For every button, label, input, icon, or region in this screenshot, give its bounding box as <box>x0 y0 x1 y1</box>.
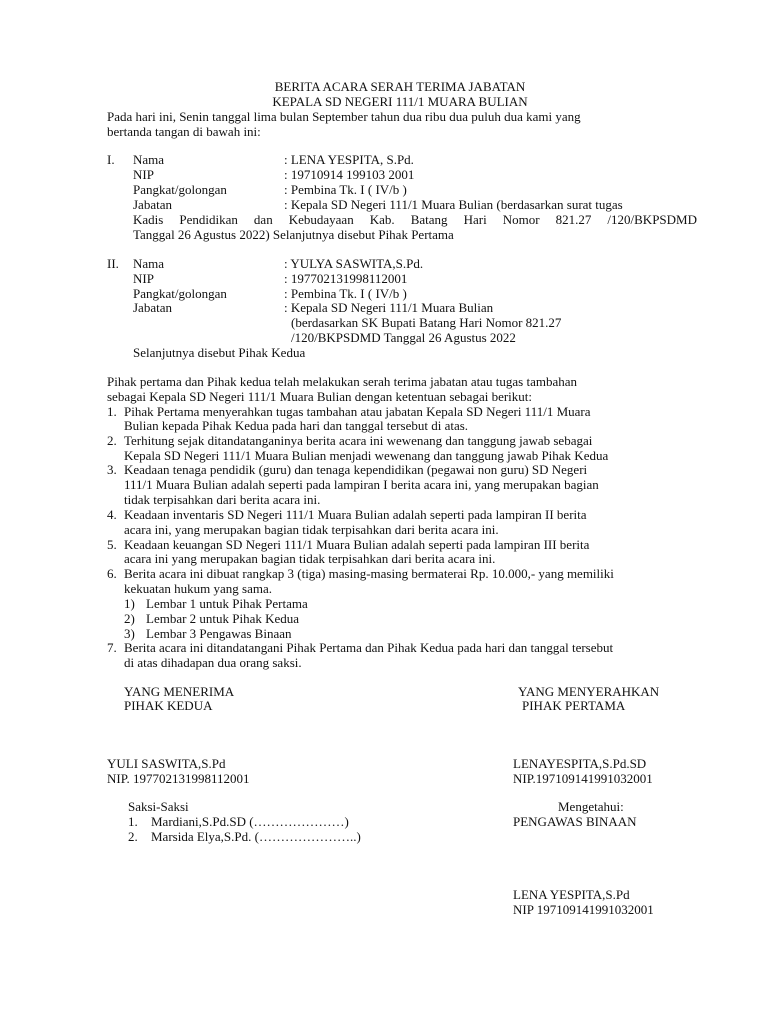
party1-label-jabatan: Jabatan <box>133 197 172 212</box>
party1-value-pangkat: : Pembina Tk. I ( IV/b ) <box>284 182 407 197</box>
sublist-item-number: 1) <box>124 596 135 611</box>
supervisor-nip: NIP 197109141991032001 <box>513 902 654 917</box>
list-item-text: Berita acara ini dibuat rangkap 3 (tiga) masing-masing bermaterai Rp. 10.000,- yang memiliki <box>124 566 614 581</box>
party1-value-nip: : 19710914 199103 2001 <box>284 167 415 182</box>
list-item-number: 1. <box>107 404 117 419</box>
body-intro-line: sebagai Kepala SD Negeri 111/1 Muara Bulian dengan ketentuan sebagai berikut: <box>107 389 533 404</box>
party2-label-nama: Nama <box>133 256 165 271</box>
list-item-text: Terhitung sejak ditandatanganinya berita acara ini wewenang dan tanggung jawab sebagai <box>124 433 593 448</box>
intro-line: Pada hari ini, Senin tanggal lima bulan September tahun dua ribu dua puluh dua kami yang <box>107 109 581 124</box>
witness-entry: Marsida Elya,S.Pd. (…………………..) <box>151 829 361 844</box>
party2-numeral: II. <box>107 256 119 271</box>
party1-value-jabatan: : Kepala SD Negeri 111/1 Muara Bulian (berdasarkan surat tugas <box>284 197 623 212</box>
party2-value-nip: : 197702131998112001 <box>284 271 408 286</box>
body-intro-line: Pihak pertama dan Pihak kedua telah melakukan serah terima jabatan atau tugas tambahan <box>107 374 577 389</box>
sublist-item-number: 3) <box>124 626 135 641</box>
receiver-party: PIHAK KEDUA <box>124 698 213 713</box>
party1-jabatan-cont: Tanggal 26 Agustus 2022) Selanjutnya disebut Pihak Pertama <box>133 227 454 242</box>
giver-heading: YANG MENYERAHKAN <box>518 684 660 699</box>
intro-line: bertanda tangan di bawah ini: <box>107 124 261 139</box>
supervisor-heading: Mengetahui: <box>558 799 624 814</box>
party2-value-nama: : YULYA SASWITA,S.Pd. <box>284 256 424 271</box>
witness-number: 1. <box>128 814 138 829</box>
list-item-number: 5. <box>107 537 117 552</box>
sublist-item-number: 2) <box>124 611 135 626</box>
party2-jabatan-cont: /120/BKPSDMD Tanggal 26 Agustus 2022 <box>291 330 516 345</box>
document-title-line2: KEPALA SD NEGERI 111/1 MUARA BULIAN <box>272 94 528 109</box>
list-item-number: 7. <box>107 640 117 655</box>
list-item-text: 111/1 Muara Bulian adalah seperti pada lampiran I berita acara ini, yang merupakan bagian <box>124 477 599 492</box>
list-item-number: 6. <box>107 566 117 581</box>
sublist-item-text: Lembar 1 untuk Pihak Pertama <box>146 596 308 611</box>
receiver-nip: NIP. 197702131998112001 <box>107 771 250 786</box>
list-item-text: Kepala SD Negeri 111/1 Muara Bulian menjadi wewenang dan tanggung jawab Pihak Kedua <box>124 448 609 463</box>
giver-nip: NIP.197109141991032001 <box>513 771 653 786</box>
sublist-item-text: Lembar 3 Pengawas Binaan <box>146 626 292 641</box>
party2-label-jabatan: Jabatan <box>133 300 172 315</box>
list-item-text: tidak terpisahkan dari berita acara ini. <box>124 492 321 507</box>
document-title-line1: BERITA ACARA SERAH TERIMA JABATAN <box>274 79 526 94</box>
giver-party: PIHAK PERTAMA <box>522 698 626 713</box>
party2-label-nip: NIP <box>133 271 154 286</box>
party1-jabatan-cont: Kadis Pendidikan dan Kebudayaan Kab. Batang Hari Nomor 821.27 /120/BKPSDMD <box>133 212 697 227</box>
list-item-number: 2. <box>107 433 117 448</box>
supervisor-name: LENA YESPITA,S.Pd <box>513 887 630 902</box>
sublist-item-text: Lembar 2 untuk Pihak Kedua <box>146 611 300 626</box>
party1-label-nama: Nama <box>133 152 165 167</box>
list-item-text: acara ini, yang merupakan bagian tidak terpisahkan dari berita acara ini. <box>124 522 499 537</box>
witness-entry: Mardiani,S.Pd.SD (…………………) <box>151 814 349 829</box>
party1-label-pangkat: Pangkat/golongan <box>133 182 227 197</box>
list-item-text: Keadaan inventaris SD Negeri 111/1 Muara Bulian adalah seperti pada lampiran II berita <box>124 507 587 522</box>
list-item-number: 3. <box>107 462 117 477</box>
party1-label-nip: NIP <box>133 167 154 182</box>
list-item-number: 4. <box>107 507 117 522</box>
list-item-text: Keadaan keuangan SD Negeri 111/1 Muara Bulian adalah seperti pada lampiran III berita <box>124 537 590 552</box>
list-item-text: acara ini yang merupakan bagian tidak terpisahkan dari berita acara ini. <box>124 551 496 566</box>
list-item-text: kekuatan hukum yang sama. <box>124 581 273 596</box>
party2-value-pangkat: : Pembina Tk. I ( IV/b ) <box>284 286 407 301</box>
list-item-text: Berita acara ini ditandatangani Pihak Pertama dan Pihak Kedua pada hari dan tanggal tersebut <box>124 640 614 655</box>
receiver-heading: YANG MENERIMA <box>124 684 235 699</box>
party1-numeral: I. <box>107 152 115 167</box>
party2-closing: Selanjutnya disebut Pihak Kedua <box>133 345 306 360</box>
supervisor-title: PENGAWAS BINAAN <box>513 814 637 829</box>
list-item-text: Pihak Pertama menyerahkan tugas tambahan atau jabatan Kepala SD Negeri 111/1 Muara <box>124 404 591 419</box>
party2-label-pangkat: Pangkat/golongan <box>133 286 227 301</box>
list-item-text: Keadaan tenaga pendidik (guru) dan tenaga kependidikan (pegawai non guru) SD Negeri <box>124 462 588 477</box>
witnesses-heading: Saksi-Saksi <box>128 799 189 814</box>
list-item-text: Bulian kepada Pihak Kedua pada hari dan tanggal tersebut di atas. <box>124 418 469 433</box>
party2-jabatan-cont: (berdasarkan SK Bupati Batang Hari Nomor 821.27 <box>291 315 562 330</box>
party2-value-jabatan: : Kepala SD Negeri 111/1 Muara Bulian <box>284 300 494 315</box>
receiver-name: YULI SASWITA,S.Pd <box>107 756 226 771</box>
giver-name: LENAYESPITA,S.Pd.SD <box>513 756 647 771</box>
witness-number: 2. <box>128 829 138 844</box>
list-item-text: di atas dihadapan dua orang saksi. <box>124 655 302 670</box>
party1-value-nama: : LENA YESPITA, S.Pd. <box>284 152 414 167</box>
